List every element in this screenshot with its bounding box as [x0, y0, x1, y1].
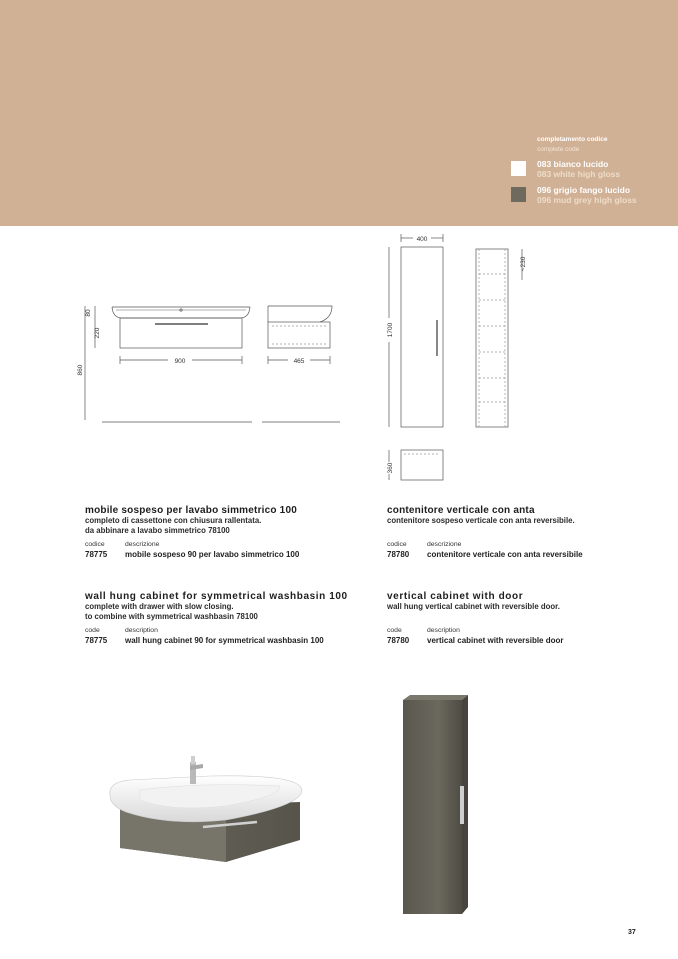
- white-swatch: [511, 161, 526, 176]
- product-photos: [0, 680, 678, 920]
- code-label: codice: [387, 540, 407, 548]
- dim-basin: 80: [85, 309, 92, 317]
- finish-en: 096 mud grey high gloss: [537, 195, 637, 205]
- product-desc: da abbinare a lavabo simmetrico 78100: [85, 525, 230, 535]
- product-vanity-it: [85, 505, 375, 563]
- legend-title-en: complete code: [537, 146, 580, 153]
- technical-drawings: [0, 226, 678, 486]
- product-code: 78780: [387, 549, 410, 559]
- product-code: 78775: [85, 636, 108, 646]
- product-column-it: [387, 505, 677, 563]
- finish-en: 083 white high gloss: [537, 169, 621, 179]
- dim-column-width: 400: [416, 236, 428, 243]
- product-desc: to combine with symmetrical washbasin 78100: [85, 611, 258, 621]
- column-side-outline: [476, 249, 508, 427]
- legend-item-white: [537, 159, 678, 179]
- dim-column-depth: ~230: [520, 256, 527, 272]
- description-label: description: [427, 626, 460, 634]
- legend-title-it: completamento codice: [537, 136, 608, 143]
- product-item: mobile sospeso 90 per lavabo simmetrico 100: [125, 550, 300, 560]
- code-label: code: [85, 627, 100, 635]
- product-title: contenitore verticale con anta: [387, 505, 535, 516]
- code-row: [387, 627, 677, 649]
- product-title: vertical cabinet with door: [387, 591, 524, 602]
- code-label: code: [387, 626, 402, 634]
- code-row: [387, 541, 677, 563]
- grey-swatch: [511, 187, 526, 202]
- product-item: wall hung cabinet 90 for symmetrical washbasin 100: [125, 636, 324, 646]
- product-vanity-en: [85, 591, 375, 649]
- vanity-drawer-outline: [120, 318, 242, 348]
- dim-width: 900: [174, 358, 186, 365]
- product-title: wall hung cabinet for symmetrical washbasin 100: [85, 591, 348, 602]
- code-label: codice: [85, 541, 105, 549]
- product-title: mobile sospeso per lavabo simmetrico 100: [85, 505, 297, 516]
- finish-it: 083 bianco lucido: [537, 159, 609, 169]
- product-item: contenitore verticale con anta reversibile: [427, 549, 583, 559]
- column-photo: [403, 695, 468, 914]
- description-label: descrizione: [125, 541, 160, 549]
- product-desc: completo di cassettone con chiusura rallentata.: [85, 516, 262, 525]
- column-section-outline: [401, 450, 443, 480]
- product-column-en: [387, 591, 677, 649]
- dim-depth: 465: [293, 358, 305, 365]
- product-code: 78775: [85, 550, 108, 560]
- description-label: description: [125, 627, 158, 635]
- product-desc: contenitore sospeso verticale con anta reversibile.: [387, 516, 575, 525]
- product-code: 78780: [387, 635, 410, 645]
- vanity-photo: [110, 756, 302, 862]
- dim-column-section: 360: [387, 462, 394, 474]
- code-row: [85, 627, 375, 649]
- finish-it: 096 grigio fango lucido: [537, 185, 631, 195]
- product-desc: wall hung vertical cabinet with reversible door.: [387, 602, 560, 611]
- page-number: 37: [628, 929, 636, 936]
- description-label: descrizione: [427, 540, 462, 548]
- product-desc: complete with drawer with slow closing.: [85, 602, 234, 611]
- product-item: vertical cabinet with reversible door: [427, 635, 564, 645]
- dim-height: 860: [77, 364, 84, 376]
- legend-item-grey: [537, 185, 678, 205]
- dim-drawer: 220: [94, 327, 101, 339]
- dim-column-height: 1700: [387, 322, 394, 338]
- code-row: [85, 541, 375, 563]
